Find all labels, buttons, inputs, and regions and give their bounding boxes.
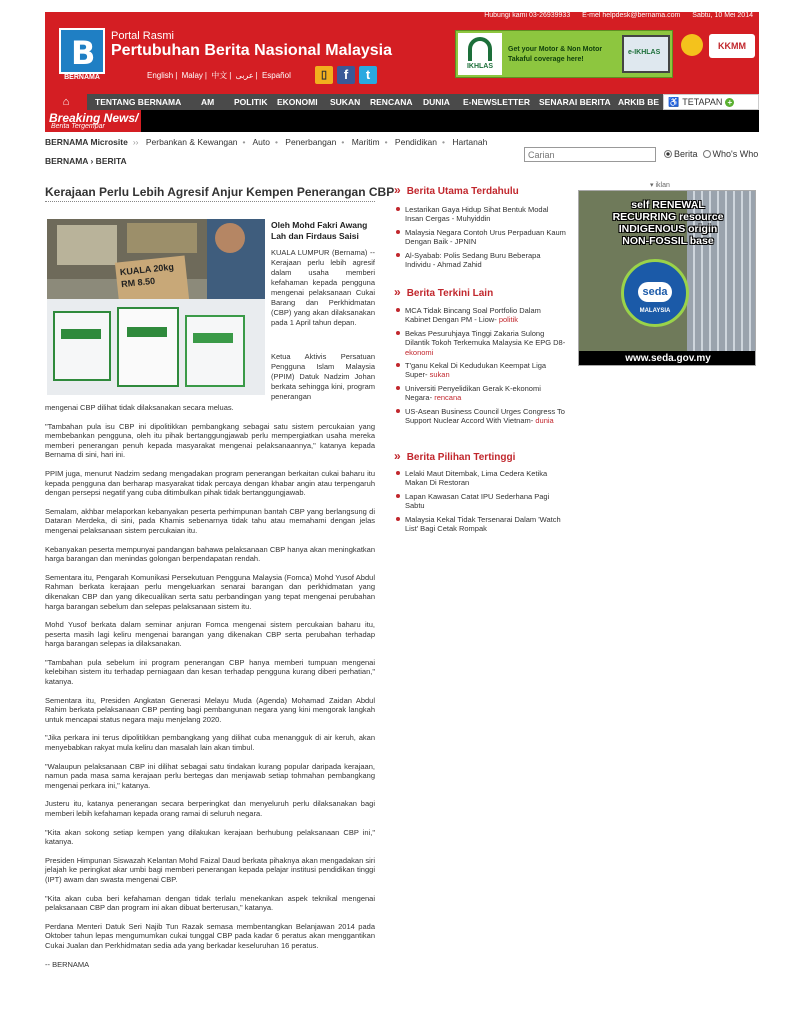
bullet-icon [396, 308, 400, 312]
article-paragraph: "Jika perkara ini terus dipolitikkan pembangkang yang dilihat cuba menangguk di air keruh, akan menyebabkan rakyat mula keliru dan masalah lain akan timbul. [45, 733, 375, 753]
bullet-icon [396, 471, 400, 475]
list-item[interactable] [396, 407, 568, 426]
seda-logo-word: seda [638, 282, 672, 302]
article-paragraph: Presiden Himpunan Siswazah Kelantan Mohd Faizal Daud berkata pihaknya akan mengadakan siri jelajah ke peringkat akar umbi bagi memberi penerangan kepada pelajar institusi pendidikan tinggi (IPT) awam dan swasta mengenai CBP. [45, 855, 375, 884]
category-link[interactable]: rencana [434, 393, 462, 403]
bullet-icon [396, 517, 400, 521]
article-paragraph: "Kita akan cuba beri kefahaman dengan tidak terlalu menekankan aspek teknikal mengenai pelaksanaan CBP dan program ini akan dibuat berterusan," katanya. [45, 893, 375, 913]
monitor-icon [622, 35, 670, 73]
radio-whos-who[interactable] [703, 150, 711, 158]
berita-terkini-list [396, 306, 568, 429]
article-byline: Oleh Mohd Fakri Awang Lah dan Firdaus Saisi [271, 220, 368, 241]
seda-ad-line: RECURRING resource [612, 211, 724, 223]
microsite-link-auto[interactable]: Auto [252, 137, 270, 147]
bernama-logo[interactable] [59, 28, 105, 74]
nav-sukan[interactable]: SUKAN [330, 97, 361, 107]
current-date: Sabtu, 10 Mei 2014 [692, 12, 753, 19]
bullet-icon [396, 207, 400, 211]
headline-link[interactable]: Malaysia Negara Contoh Urus Perpaduan Kaum Dengan Baik - JPNIN [405, 227, 566, 247]
category-link[interactable]: dunia [535, 416, 554, 426]
mobile-icon[interactable]: ▯ [315, 66, 333, 84]
nav-ekonomi[interactable]: EKONOMI [277, 97, 318, 107]
takaful-banner-ad[interactable] [455, 30, 673, 78]
article-signoff: -- BERNAMA [45, 959, 90, 969]
main-nav [45, 94, 759, 110]
nav-e-newsletter[interactable]: E-NEWSLETTER [463, 97, 531, 107]
section-berita-pilihan-title: Berita Pilihan Tertinggi [406, 452, 516, 463]
category-link[interactable]: sukan [429, 370, 450, 380]
settings-label: TETAPAN [682, 97, 723, 107]
title-divider [45, 201, 375, 202]
home-icon[interactable]: ⌂ [45, 94, 87, 110]
ikhlas-logo [458, 33, 502, 75]
bernama-logo-icon: B [71, 34, 96, 72]
accessibility-icon: ♿ [668, 97, 680, 107]
lang-english[interactable]: English [147, 71, 174, 80]
article-title: Kerajaan Perlu Lebih Agresif Anjur Kempen Penerangan CBP [45, 185, 395, 199]
price-sign: KUALA 20kg RM 8.50 [115, 255, 189, 306]
seda-ad-line: INDIGENOUS origin [618, 223, 718, 235]
headline-link[interactable]: Lestarikan Gaya Hidup Sihat Bentuk Modal Insan Cergas - Muhyiddin [405, 205, 549, 224]
section-berita-utama-title: Berita Utama Terdahulu [406, 186, 519, 197]
headline-link[interactable]: Lelaki Maut Ditembak, Lima Cedera Ketika Makan Di Restoran [405, 469, 548, 488]
top-info-bar [45, 12, 753, 26]
article-paragraph: "Tambahan pula isu CBP ini dipolitikkan pembangkang sebagai satu sistem percukaian yang membebankan pengguna, oleh itu pihak bertanggungjawab perlu mempergiatkan usaha mereka memberi penerangan penuh kepada masyarakat mengenai pelaksanaannya," katanya kepada Bernama di sini, hari ini. [45, 421, 375, 460]
headline-link[interactable]: Lapan Kawasan Catat IPU Sederhana Pagi Sabtu [405, 491, 550, 511]
article-paragraph: Perdana Menteri Datuk Seri Najib Tun Razak semasa membentangkan Belanjawan 2014 pada Oktober tahun lepas mengumumkan cukai tunggal CBP pada kadar 6 peratus akan menggantikan Cukai Jualan dan Perkhidmatan sedia ada yang berkadar keseluruhan 16 peratus. [45, 921, 375, 950]
list-item[interactable] [396, 469, 568, 488]
headline-link[interactable]: US-Asean Business Council Urges Congress To Support Nuclear Accord With Vietnam- [405, 406, 565, 426]
search-input[interactable] [524, 147, 656, 162]
breaking-news-title: Breaking News/ [49, 111, 139, 125]
section-berita-terkini[interactable] [394, 285, 493, 299]
microsite-link-maritim[interactable]: Maritim [351, 137, 380, 147]
seda-ad-line: NON-FOSSIL base [622, 235, 714, 247]
radio-whos-who-label: Who's Who [712, 149, 759, 159]
bullet-icon [396, 386, 400, 390]
list-item[interactable] [396, 329, 568, 357]
microsite-link-hartanah[interactable]: Hartanah [452, 137, 488, 147]
article-paragraph: Sementara itu, Presiden Angkatan Generasi Melayu Muda (Agenda) Mohamad Zaidan Abdul Rahim berkata pelaksanaan CBP penting bagi pembangunan negara yang kini mengorak langkah untuk mencapai status negara maju menjelang 2020. [45, 695, 375, 724]
seda-logo [621, 259, 689, 327]
contact-phone[interactable]: Hubungi kami 03-26939933 [484, 12, 571, 19]
headline-link[interactable]: MCA Tidak Bincang Soal Portfolio Dalam Kabinet Dengan PM - Liow- [405, 306, 541, 325]
nav-senarai-berita[interactable]: SENARAI BERITA [539, 97, 611, 107]
list-item[interactable] [396, 361, 568, 380]
seda-logo-country: MALAYSIA [639, 308, 671, 314]
bullet-icon [396, 253, 400, 257]
nav-arkib[interactable]: ARKIB BE [618, 97, 660, 107]
takaful-ad-text: Get your Motor & Non Motor Takaful coverage here! [508, 46, 603, 63]
breaking-news-bar [45, 110, 759, 132]
bullet-icon [396, 331, 400, 335]
radio-berita-label: Berita [674, 149, 698, 159]
ikhlas-arch-icon [468, 37, 492, 61]
headline-link[interactable]: T'ganu Kekal Di Kedudukan Keempat Liga Super- [405, 361, 547, 380]
category-link[interactable]: politik [498, 315, 518, 325]
list-item[interactable] [396, 251, 568, 270]
nav-politik[interactable]: POLITIK [234, 97, 268, 107]
microsite-link-pendidikan[interactable]: Pendidikan [394, 137, 437, 147]
ikhlas-brand: IKHLAS [466, 63, 494, 70]
article-paragraph: "Walaupun pelaksanaan CBP ini dilihat sebagai satu tindakan kurang popular daripada kerajaan, namun pada masa sama kerajaan perlu bertegas dan menjawab setiap tohmahan pembangkang mengenai perkara ini," katanya. [45, 761, 375, 790]
article-paragraph: Sementara itu, Pengarah Komunikasi Persekutuan Pengguna Malaysia (Fomca) Mohd Yusof Abdul Rahman berkata kerajaan perlu mengeluarkan senarai barangan dan perkhidmatan yang dikenakan CBP dan yang dikecualikan serta satu perbandingan yang tepat mengenai perubahan harga barangan sebelum dan selepas pelaksanaan sistem itu. [45, 572, 375, 611]
eikhlas-label: e-IKHLAS [628, 49, 661, 56]
lang-arabic[interactable]: عربى [235, 71, 254, 80]
article-photo [47, 219, 265, 395]
twitter-icon[interactable]: t [359, 66, 377, 84]
nav-tentang-bernama[interactable]: TENTANG BERNAMA [95, 97, 182, 107]
bullet-icon [396, 363, 400, 367]
facebook-icon[interactable]: f [337, 66, 355, 84]
plus-icon: + [725, 98, 734, 107]
article-body [45, 403, 375, 978]
language-links: English | Malay | 中文 | عربى | Español [147, 71, 291, 80]
list-item[interactable] [396, 228, 568, 247]
portal-label: Portal Rasmi [111, 30, 174, 42]
double-chevron-icon: » [394, 285, 401, 299]
list-item[interactable] [396, 515, 568, 534]
list-item[interactable] [396, 384, 568, 403]
microsite-link-penerbangan[interactable]: Penerbangan [285, 137, 337, 147]
berita-utama-list [396, 205, 568, 273]
seda-banner-ad[interactable] [578, 190, 756, 366]
category-link[interactable]: ekonomi [405, 347, 434, 357]
article-paragraph: Semalam, akhbar melaporkan kebanyakan peserta perhimpunan bantah CBP yang berlangsung di Dataran Merdeka, di sini, pada Khamis sebenarnya tidak tahu atau memahami dengan jelas mengenai pelaksanaan sistem percukaian itu. [45, 506, 375, 535]
microsite-link-perbankan[interactable]: Perbankan & Kewangan [145, 137, 238, 147]
contact-email[interactable]: E-mel helpdesk@bernama.com [582, 12, 681, 19]
nav-dunia[interactable]: DUNIA [423, 97, 450, 107]
search-scope [664, 149, 758, 159]
microsite-links: BERNAMA Microsite ›› Perbankan & Kewangan • Auto • Penerbangan • Maritim • Pendidikan • Hartanah [45, 137, 488, 147]
headline-link[interactable]: Malaysia Kekal Tidak Tersenarai Dalam 'Watch List' Bagi Cetak Rompak [405, 514, 561, 534]
breaking-news-badge [45, 110, 141, 132]
headline-link[interactable]: Bekas Pesuruhjaya Tinggi Zakaria Sulong Dilantik Tokoh Terkemuka Malaysia Ke EPG D8- [405, 328, 566, 348]
section-berita-terkini-title: Berita Terkini Lain [406, 288, 494, 299]
headline-link[interactable]: Universiti Penyelidikan Gerak K-ekonomi Negara- [405, 383, 541, 403]
headline-link[interactable]: Al-Syabab: Polis Sedang Buru Beberapa Individu - Ahmad Zahid [405, 250, 541, 270]
seda-url: www.seda.gov.my [579, 351, 756, 366]
bullet-icon [396, 409, 400, 413]
seda-ad-line: self RENEWAL [631, 199, 705, 211]
lang-spanish[interactable]: Español [261, 71, 291, 80]
article-paragraph: mengenai CBP dilihat tidak dilaksanakan secara meluas. [45, 403, 234, 412]
article-paragraph: Mohd Yusof berkata dalam seminar anjuran Fomca mengenai sistem percukaian baharu itu, peserta masih lagi keliru mengenai barangan yang dikenakan CBP serta perubahan terhadap harga barangan selepas ia dilaksanakan. [45, 620, 375, 649]
bullet-icon [396, 494, 400, 498]
article-intro-2: Ketua Aktivis Persatuan Pengguna Islam Malaysia (PPIM) Datuk Nadzim Johan berkata sehingga kini, program penerangan [271, 352, 375, 401]
section-berita-pilihan[interactable] [394, 449, 515, 463]
agency-name: Pertubuhan Berita Nasional Malaysia [111, 42, 392, 59]
article-paragraph: Justeru itu, katanya penerangan secara berperingkat dan menyeluruh perlu dilaksanakan bagi memberi lebih kefahaman kepada orang ramai di seluruh negara. [45, 799, 375, 818]
site-header [45, 12, 759, 94]
nav-am[interactable]: AM [201, 97, 215, 107]
article-intro-1: KUALA LUMPUR (Bernama) -- Kerajaan perlu lebih agresif dalam usaha memberi kefahaman kepada pengguna mengenai pelaksanaan Cukai Barang dan Perkhidmatan (CBP) yang akan dilaksanakan pada 1 April tahun depan. [271, 248, 375, 327]
article-paragraph: PPIM juga, menurut Nadzim sedang mengadakan program penerangan berkaitan cukai baharu itu kepada pengguna dan berharap masyarakat tidak percaya dengan khabar angin atau terpengaruh dengan persepsi negatif yang cuba ditimbulkan pihak tidak bertanggungjawab. [45, 468, 375, 498]
lang-malay[interactable]: Malay [181, 71, 203, 80]
malaysia-crest-icon [681, 34, 703, 56]
list-item[interactable] [396, 492, 568, 511]
section-berita-utama[interactable] [394, 183, 519, 197]
nav-rencana[interactable]: RENCANA [370, 97, 413, 107]
double-chevron-icon: » [394, 183, 401, 197]
breadcrumb[interactable]: BERNAMA › BERITA [45, 156, 127, 166]
bullet-icon [396, 230, 400, 234]
lang-chinese[interactable]: 中文 [211, 71, 228, 80]
article-paragraph: Kebanyakan peserta mempunyai pandangan bahawa pelaksanaan CBP hanya akan meningkatkan harga barangan dan menindas golongan berpendapatan rendah. [45, 544, 375, 564]
double-chevron-icon: » [394, 449, 401, 463]
ad-label: ▾ iklan [650, 182, 670, 189]
breaking-news-subtitle: Berita Tergempar [51, 123, 105, 130]
radio-berita[interactable] [664, 150, 672, 158]
settings-button[interactable] [663, 94, 759, 110]
list-item[interactable] [396, 306, 568, 325]
kkmm-logo[interactable]: KKMM [709, 34, 755, 58]
article-paragraph: "Kita akan sokong setiap kempen yang dilakukan kerajaan berhubung pelaksanaan CBP ini," katanya. [45, 827, 375, 847]
list-item[interactable] [396, 205, 568, 224]
article-paragraph: "Tambahan pula sebelum ini program penerangan CBP hanya memberi tumpuan mengenai kelebihan sistem itu terhadap perniagaan dan kesan terhadap pengguna kurang diberi perhatian," katanya. [45, 657, 375, 687]
logo-label: BERNAMA [64, 74, 100, 81]
microsite-label: BERNAMA Microsite [45, 137, 128, 147]
berita-pilihan-list [396, 469, 568, 537]
